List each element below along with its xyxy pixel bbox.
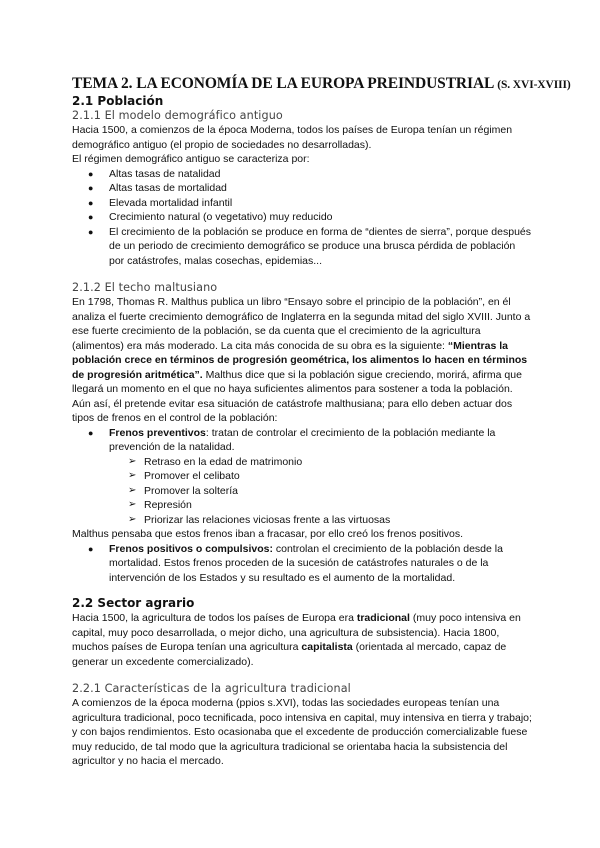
positive-brakes-list — [72, 542, 532, 586]
section-heading-2-1-1: 2.1.1 El modelo demográfico antiguo — [72, 109, 283, 122]
list-item: ● Altas tasas de natalidad — [88, 167, 221, 180]
list-item: ➢ Promover el celibato — [128, 470, 240, 482]
section-heading-2-2-1: 2.2.1 Características de la agricultura tradicional — [72, 682, 351, 695]
paragraph: El régimen demográfico antiguo se caracteriza por: — [72, 153, 310, 165]
title-main: TEMA 2. LA ECONOMÍA DE LA EUROPA PREINDUSTRIAL — [72, 75, 494, 92]
bullet-icon: ● — [88, 427, 94, 438]
arrow-bullet-icon: ➢ — [128, 484, 137, 496]
bullet-icon: ● — [88, 543, 94, 554]
list-item: ● Crecimiento natural (o vegetativo) muy reducido — [88, 211, 333, 223]
document-content — [72, 75, 571, 769]
arrow-bullet-icon: ➢ — [128, 499, 137, 510]
section-heading-2-2: 2.2 Sector agrario — [72, 596, 195, 610]
list-item: ➢ Retraso en la edad de matrimonio — [128, 455, 303, 468]
bullet-icon: ● — [88, 226, 94, 237]
paragraph: A comienzos de la época moderna (ppios s.XVI), todas las sociedades europeas tenían una agricultura tradicional, poco tecnificada, poco intensiva en capital, muy intensiva en tierra y trabajo; y con bajos rendimientos. Esto ocasionaba que el excedente de producción comercializable fuese muy reducido, de tal modo que la agricultura tradicional se orientaba hacia la subsistencia del agricultor y no hacia el mercado. — [72, 697, 532, 767]
preventive-brakes-sublist — [72, 455, 532, 528]
characteristics-list — [72, 167, 532, 269]
paragraph: Hacia 1500, la agricultura de todos los países de Europa era tradicional (muy poco intensiva en capital, muy poco desarrollada, o mejor dicho, una agricultura de subsistencia). Hacia 1800, muchos países de Europa tenían una agricultura capitalista (orientada al mercado, capaz de generar un excedente comercializado). — [72, 612, 521, 668]
list-item: ➢ Promover la soltería — [128, 484, 238, 497]
bullet-icon: ● — [88, 197, 94, 208]
arrow-bullet-icon: ➢ — [128, 470, 137, 481]
bullet-icon: ● — [88, 183, 94, 193]
bullet-icon: ● — [88, 168, 94, 179]
paragraph: Malthus pensaba que estos frenos iban a fracasar, por ello creó los frenos positivos. — [72, 528, 464, 540]
list-item: ● El crecimiento de la población se produce en forma de “dientes de sierra”, porque después de un periodo de crecimiento demográfico se produce una brusca pérdida de población por catástrofes, malas cosechas, epidemias... — [88, 225, 531, 267]
list-item: ● Frenos preventivos: tratan de controlar el crecimiento de la población mediante la prevención de la natalidad. — [88, 426, 496, 453]
arrow-bullet-icon: ➢ — [128, 513, 137, 525]
list-item: ➢ Priorizar las relaciones viciosas frente a las virtuosas — [128, 513, 391, 526]
section-heading-2-1-2: 2.1.2 El techo maltusiano — [72, 281, 218, 294]
bullet-icon: ● — [88, 212, 94, 222]
list-item: ● Elevada mortalidad infantil — [88, 196, 233, 209]
preventive-brakes-list — [72, 426, 532, 455]
title-range: (S. XVI-XVIII) — [497, 79, 571, 91]
list-item: ➢ Represión — [128, 499, 192, 511]
document-title — [72, 75, 571, 94]
paragraph: Hacia 1500, a comienzos de la época Moderna, todos los países de Europa tenían un régimen demográfico antiguo (el propio de sociedades no desarrolladas). — [72, 124, 513, 151]
arrow-bullet-icon: ➢ — [128, 455, 137, 467]
malthus-quote: “Mientras la población crece en términos de progresión geométrica, los alimentos lo hacen en términos de progresión aritmética”. — [72, 339, 528, 381]
paragraph: En 1798, Thomas R. Malthus publica un libro “Ensayo sobre el principio de la población”, en él analiza el fuerte crecimiento demográfico de Inglaterra en la segunda mitad del siglo XVIII. Junto a ese fuerte crecimiento de la población, se da cuenta que el crecimiento de la agricultura (alimentos) era más moderado. La cita más conocida de su obra es la siguiente: “Mientras la población crece en términos de progresión geométrica, los alimentos lo hacen en términos de progresión aritmética”. Malthus dice que si la población sigue creciendo, morirá, afirma que llegará un momento en el que no haya suficientes alimentos para sostener a toda la población. Aún así, él pretende evitar esa situación de catástrofe malthusiana; para ello deben actuar dos tipos de frenos en el control de la población: — [72, 296, 531, 424]
list-item: ● Altas tasas de mortalidad — [88, 182, 227, 194]
section-heading-2-1: 2.1 Población — [72, 94, 164, 108]
list-item: ● Frenos positivos o compulsivos: controlan el crecimiento de la población desde la mortalidad. Estos frenos proceden de la sucesión de catástrofes naturales o de la intervención de los Estados y su resultado es el aumento de la mortalidad. — [88, 542, 503, 584]
